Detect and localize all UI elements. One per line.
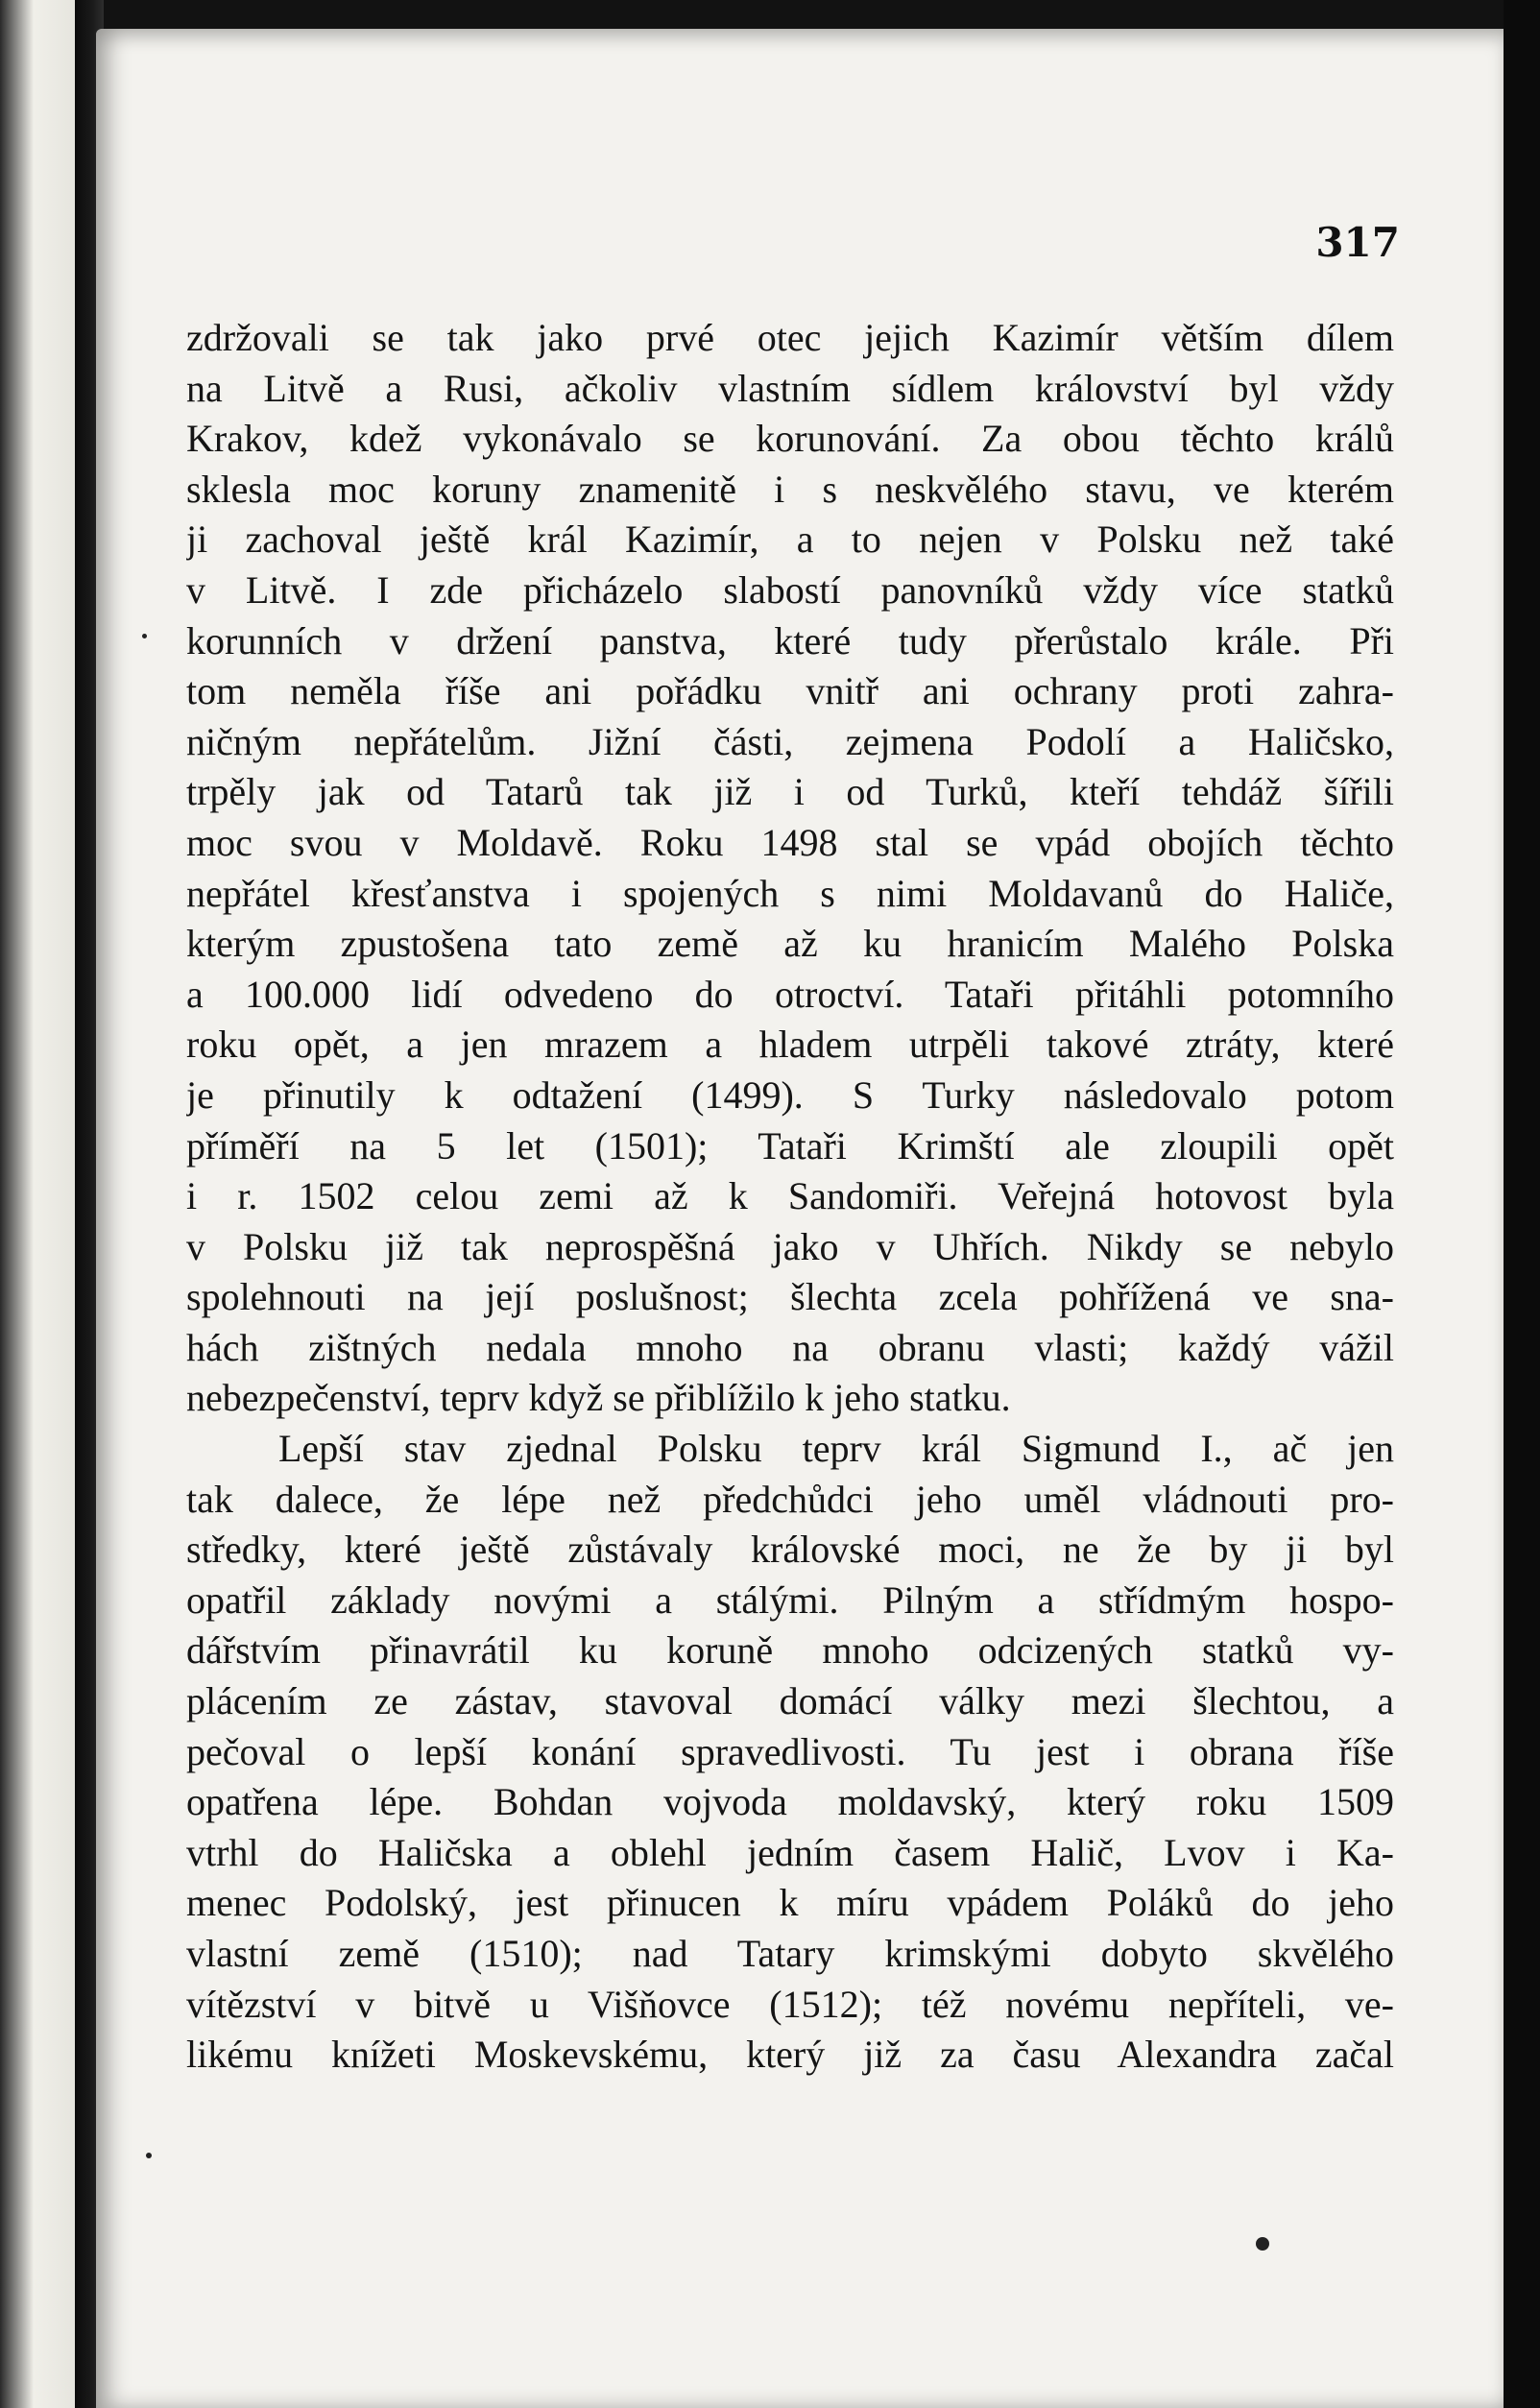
text-line: plácením ze zástav, stavoval domácí války mezi šlechtou, a (186, 1679, 1394, 1723)
text-line: menec Podolský, jest přinucen k míru vpádem Poláků do jeho (186, 1881, 1394, 1925)
text-line: vlastní země (1510); nad Tatary krimskými dobyto skvělého (186, 1932, 1394, 1975)
text-line: trpěly jak od Tatarů tak již i od Turků, kteří tehdáž šířili (186, 770, 1394, 814)
text-line: korunních v držení panstva, které tudy přerůstalo krále. Při (186, 618, 1394, 662)
text-line: pečoval o lepší konání spravedlivosti. Tu jest i obrana říše (186, 1729, 1394, 1773)
dust-speck (146, 2153, 152, 2158)
text-line: na Litvě a Rusi, ačkoliv vlastním sídlem království byl vždy (186, 366, 1394, 410)
text-line: kterým zpustošena tato země až ku hranicím Malého Polska (186, 922, 1394, 966)
text-line: nepřátel křesťanstva i spojených s nimi Moldavanů do Haliče, (186, 871, 1394, 915)
text-line: vítězství v bitvě u Višňovce (1512); též novému nepříteli, ve- (186, 1982, 1394, 2026)
text-line: a 100.000 lidí odvedeno do otroctví. Tataři přitáhli potomního (186, 972, 1394, 1016)
text-line: i r. 1502 celou zemi až k Sandomiři. Veřejná hotovost byla (186, 1174, 1394, 1218)
dust-speck (1256, 2237, 1269, 2251)
text-line: tom neměla říše ani pořádku vnitř ani ochrany proti zahra- (186, 669, 1394, 713)
text-line: moc svou v Moldavě. Roku 1498 stal se vpád obojích těchto (186, 820, 1394, 864)
scan-background-edge (1504, 0, 1540, 2408)
text-line: v Polsku již tak neprospěšná jako v Uhřích. Nikdy se nebylo (186, 1224, 1394, 1268)
text-line: likému knížeti Moskevskému, který již za času Alexandra začal (186, 2033, 1394, 2077)
text-line: hách zištných nedala mnoho na obranu vlasti; každý vážil (186, 1325, 1394, 1369)
text-line: spolehnouti na její poslušnost; šlechta zcela pohřížená ve sna- (186, 1275, 1394, 1319)
book-page (96, 29, 1504, 2408)
text-line: ničným nepřátelům. Jižní části, zejmena Podolí a Haličsko, (186, 719, 1394, 763)
text-line: příměří na 5 let (1501); Tataři Krimští ale zloupili opět (186, 1123, 1394, 1168)
page-number: 317 (1315, 219, 1400, 266)
text-line: opatřena lépe. Bohdan vojvoda moldavský, který roku 1509 (186, 1780, 1394, 1824)
dust-speck (142, 634, 147, 638)
text-line: ji zachoval ještě král Kazimír, a to nejen v Polsku než také (186, 518, 1394, 562)
body-text (186, 313, 1394, 2081)
text-line: Krakov, kdež vykonávalo se korunování. Za obou těchto králů (186, 417, 1394, 461)
text-line: zdržovali se tak jako prvé otec jejich Kazimír větším dílem (186, 316, 1394, 359)
text-line: opatřil základy novými a stálými. Pilným a střídmým hospo- (186, 1577, 1394, 1622)
text-line: sklesla moc koruny znamenitě i s neskvělého stavu, ve kterém (186, 467, 1394, 511)
text-line: v Litvě. I zde přicházelo slabostí panovníků vždy více statků (186, 567, 1394, 612)
text-line: roku opět, a jen mrazem a hladem utrpěli takové ztráty, které (186, 1023, 1394, 1067)
paragraph-first-line: Lepší stav zjednal Polsku teprv král Sigmund I., ač jen (278, 1427, 1394, 1471)
text-line: vtrhl do Haličska a oblehl jedním časem Halič, Lvov i Ka- (186, 1830, 1394, 1874)
previous-page-edge (0, 0, 75, 2408)
paragraph-last-line: nebezpečenství, teprv když se přiblížilo k jeho statku. (186, 1376, 1011, 1420)
text-line: tak dalece, že lépe než předchůdci jeho uměl vládnouti pro- (186, 1477, 1394, 1521)
text-line: je přinutily k odtažení (1499). S Turky následovalo potom (186, 1072, 1394, 1117)
text-line: dářstvím přinavrátil ku koruně mnoho odcizených statků vy- (186, 1628, 1394, 1673)
text-line: středky, které ještě zůstávaly královské moci, ne že by ji byl (186, 1528, 1394, 1572)
